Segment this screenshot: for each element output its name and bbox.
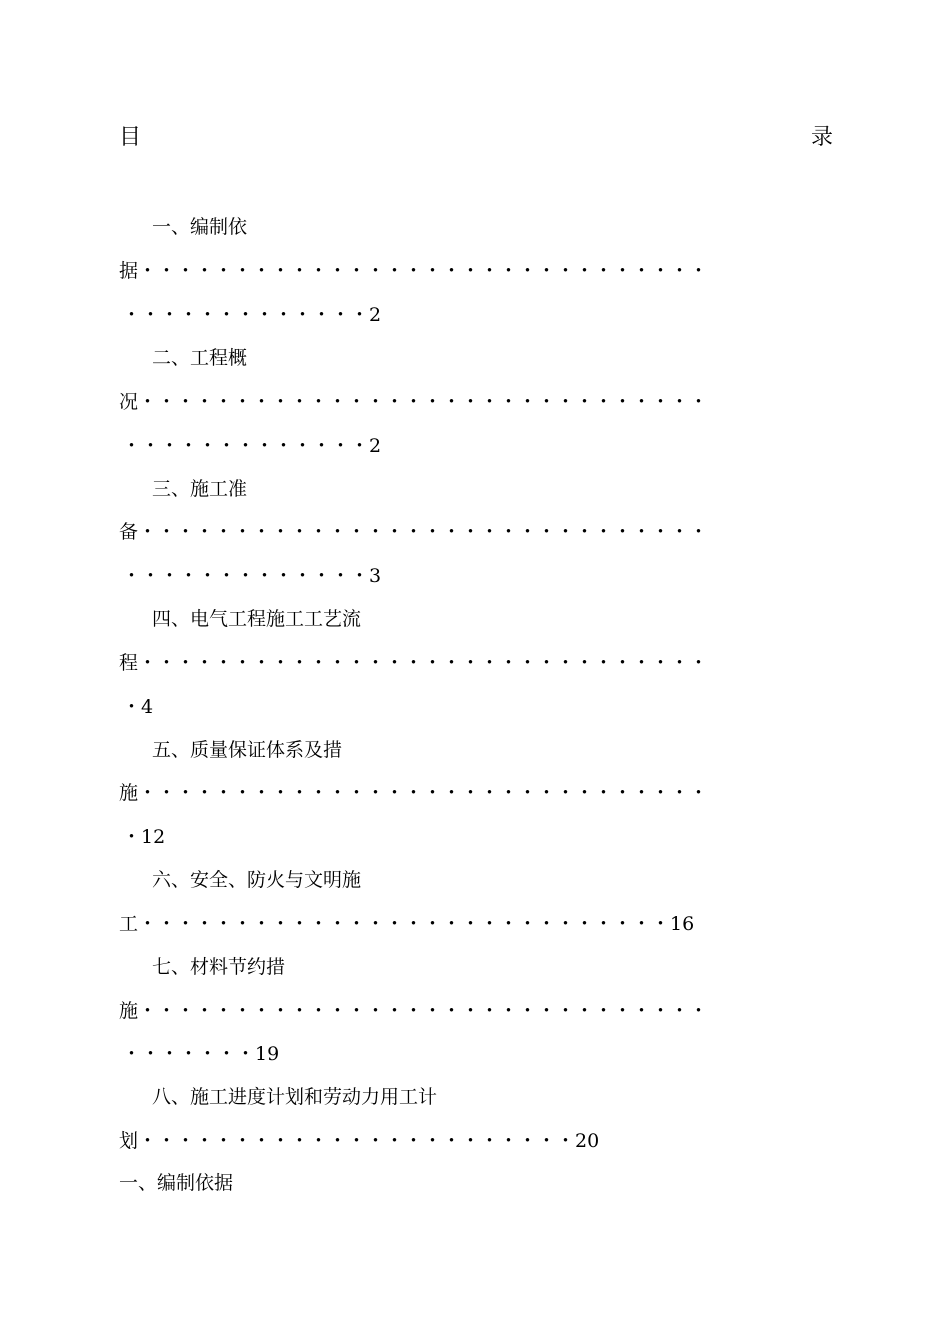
toc-entry-leader: 划・・・・・・・・・・・・・・・・・・・・・・・20 <box>119 1130 600 1152</box>
toc-entry-leader: 施・・・・・・・・・・・・・・・・・・・・・・・・・・・・・・ <box>119 1000 709 1022</box>
toc-entry-page: ・・・・・・・・・・・・・2 <box>122 304 382 326</box>
toc-entry-page: ・12 <box>122 826 166 848</box>
toc-entry-title: 四、电气工程施工工艺流 <box>152 608 362 630</box>
toc-entry-title: 八、施工进度计划和劳动力用工计 <box>152 1086 438 1108</box>
toc-heading-right: 录 <box>810 125 833 150</box>
toc-entry-leader: 程・・・・・・・・・・・・・・・・・・・・・・・・・・・・・・ <box>119 652 709 674</box>
toc-entry-title: 七、材料节约措 <box>152 956 286 978</box>
toc-entry-leader: 施・・・・・・・・・・・・・・・・・・・・・・・・・・・・・・ <box>119 782 709 804</box>
toc-heading-left: 目 <box>119 125 142 150</box>
toc-heading <box>119 120 833 156</box>
toc-entry-page: ・・・・・・・・・・・・・3 <box>122 565 382 587</box>
toc-entry-leader: 据・・・・・・・・・・・・・・・・・・・・・・・・・・・・・・ <box>119 260 709 282</box>
section-heading: 一、编制依据 <box>119 1172 234 1194</box>
toc-entry-page: ・・・・・・・・・・・・・2 <box>122 435 382 457</box>
toc-entry-title: 五、质量保证体系及措 <box>152 739 343 761</box>
toc-entry-page: ・・・・・・・19 <box>122 1043 280 1065</box>
toc-entry-leader: 备・・・・・・・・・・・・・・・・・・・・・・・・・・・・・・ <box>119 521 709 543</box>
toc-entry-leader: 况・・・・・・・・・・・・・・・・・・・・・・・・・・・・・・ <box>119 391 709 413</box>
toc-entry-leader: 工・・・・・・・・・・・・・・・・・・・・・・・・・・・・16 <box>119 913 695 935</box>
toc-entry-title: 三、施工准 <box>152 478 248 500</box>
toc-entry-page: ・4 <box>122 696 154 718</box>
toc-entry-title: 一、编制依 <box>152 216 248 238</box>
toc-entry-title: 六、安全、防火与文明施 <box>152 869 362 891</box>
toc-entry-title: 二、工程概 <box>152 347 248 369</box>
